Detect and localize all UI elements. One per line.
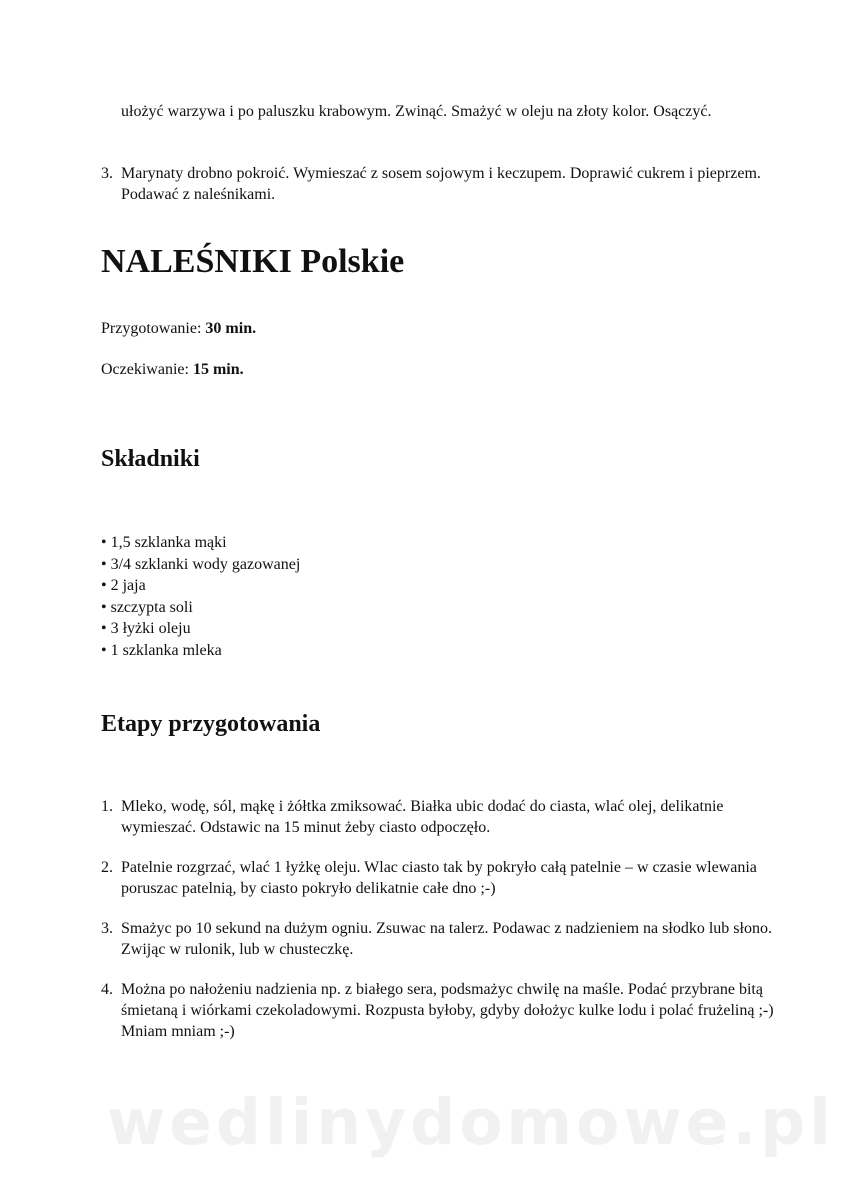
step-item-3	[101, 918, 791, 960]
step-text: Mleko, wodę, sól, mąkę i żółtka zmiksować. Białka ubic dodać do ciasta, wlać olej, delikatnie wymieszać. Odstawic na 15 minut żeby ciasto odpoczęło.	[121, 798, 724, 836]
step-item-1	[101, 796, 791, 838]
step-number: 3.	[101, 920, 113, 937]
prep-time-label: Przygotowanie:	[101, 320, 202, 337]
step-text: Patelnie rozgrzać, wlać 1 łyżkę oleju. Wlac ciasto tak by pokryło całą patelnie – w czasie wlewania poruszac patelnią, by ciasto pokryło delikatnie całe dno ;-)	[121, 859, 757, 897]
ingredient-item: • 1 szklanka mleka	[101, 641, 222, 659]
step-item-2	[101, 857, 791, 899]
step-number: 2.	[101, 859, 113, 876]
previous-step-continuation: ułożyć warzywa i po paluszku krabowym. Zwinąć. Smażyć w oleju na złoty kolor. Osączyć.	[121, 103, 712, 120]
steps-heading: Etapy przygotowania	[101, 711, 321, 737]
step-item-4	[101, 979, 791, 1042]
step-number: 3.	[101, 165, 113, 182]
recipe-title: NALEŚNIKI Polskie	[101, 243, 405, 280]
step-text: Można po nałożeniu nadzienia np. z białego sera, podsmażyc chwilę na maśle. Podać przybrane bitą śmietaną i wiórkami czekoladowymi. Rozpusta byłoby, gdyby dołożyc kulke lodu i polać frużeliną ;-) Mniam mniam ;-)	[121, 981, 774, 1040]
ingredients-list	[101, 532, 300, 662]
ingredient-item: • 1,5 szklanka mąki	[101, 534, 227, 551]
step-number: 1.	[101, 798, 113, 815]
ingredient-item: • szczypta soli	[101, 598, 193, 616]
prep-time	[101, 318, 256, 339]
step-number: 4.	[101, 981, 113, 998]
wait-time-value: 15 min.	[192, 361, 244, 378]
watermark: wedlinydomowe.pl	[107, 1086, 835, 1159]
ingredient-item: • 3/4 szklanki wody gazowanej	[101, 555, 301, 573]
ingredient-item: • 3 łyżki oleju	[101, 620, 191, 638]
step-text: Smażyc po 10 sekund na dużym ogniu. Zsuwac na talerz. Podawac z nadzieniem na słodko lub słono. Zwijąc w rulonik, lub w chusteczkę.	[121, 920, 772, 958]
wait-time-label: Oczekiwanie:	[101, 361, 189, 378]
ingredients-heading: Składniki	[101, 446, 200, 472]
prep-time-value: 30 min.	[205, 320, 257, 337]
wait-time	[101, 359, 244, 380]
step-text: Marynaty drobno pokroić. Wymieszać z sosem sojowym i keczupem. Doprawić cukrem i pieprzem. Podawać z naleśnikami.	[121, 165, 761, 203]
ingredient-item: • 2 jaja	[101, 577, 146, 595]
previous-step-3	[101, 163, 791, 205]
